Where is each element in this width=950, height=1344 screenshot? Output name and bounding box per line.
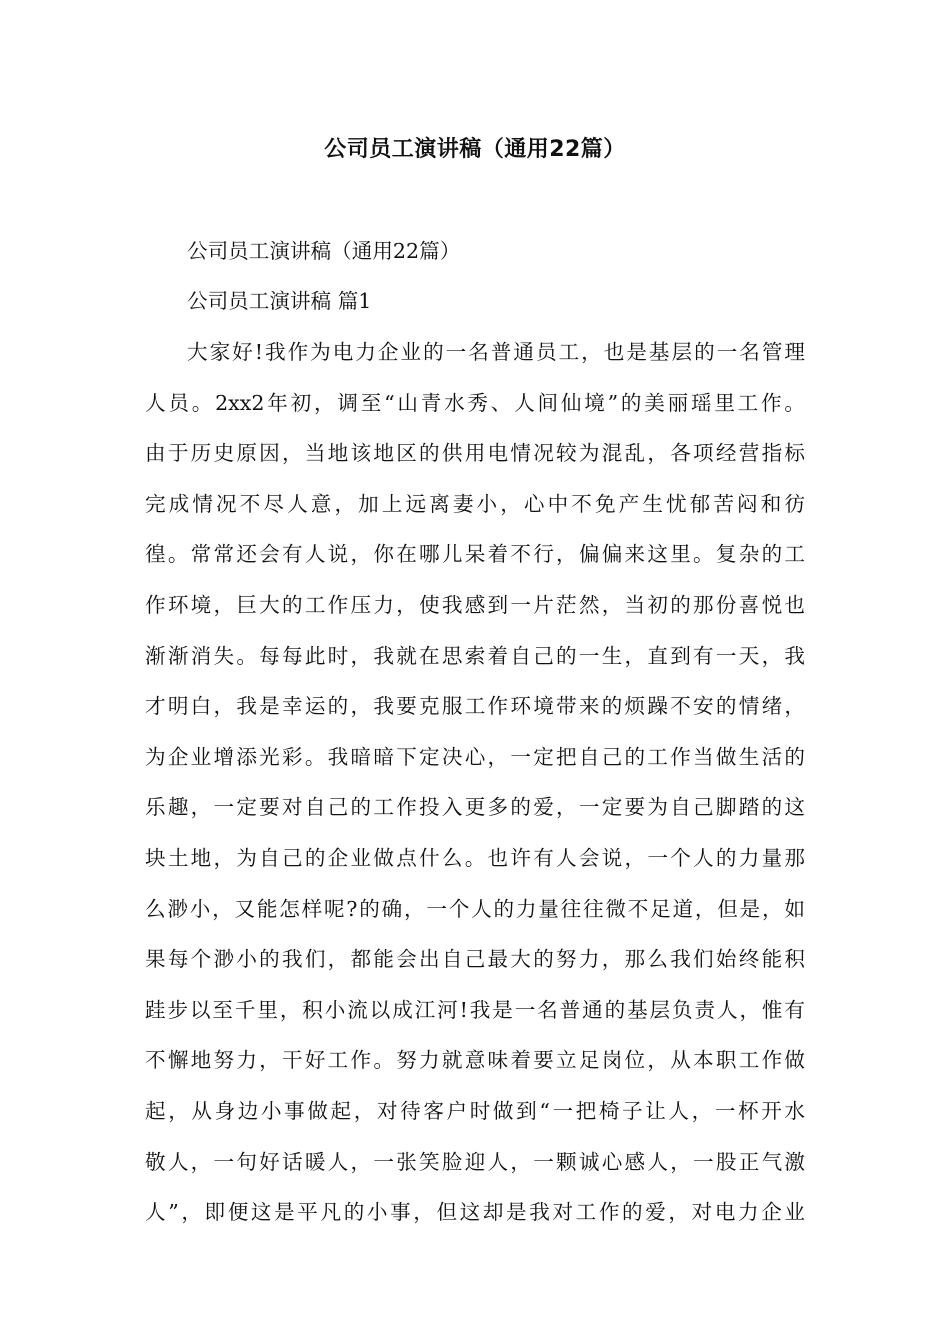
document-title: 公司员工演讲稿（通用22篇） xyxy=(324,137,626,162)
body-line: 渐渐消失。每每此时，我就在思索着自己的一生，直到有一天，我 xyxy=(145,644,805,668)
body-line: 人员。2xx2年初，调至“山青水秀、人间仙境”的美丽瑶里工作。 xyxy=(145,391,805,415)
body-line: 才明白，我是幸运的，我要克服工作环境带来的烦躁不安的情绪， xyxy=(145,694,805,718)
body-line: 完成情况不尽人意，加上远离妻小，心中不免产生忧郁苦闷和彷 xyxy=(145,492,805,516)
body-line: 敬人，一句好话暖人，一张笑脸迎人，一颗诚心感人，一股正气激 xyxy=(145,1150,805,1174)
body-line: 人”，即便这是平凡的小事，但这却是我对工作的爱，对电力企业 xyxy=(145,1200,805,1224)
body-line: 起，从身边小事做起，对待客户时做到“一把椅子让人，一杯开水 xyxy=(145,1099,805,1123)
body-line: 徨。常常还会有人说，你在哪儿呆着不行，偏偏来这里。复杂的工 xyxy=(145,542,805,566)
body-line: 果每个渺小的我们，都能会出自己最大的努力，那么我们始终能积 xyxy=(145,947,805,971)
body-line: 么渺小，又能怎样呢?的确，一个人的力量往往微不足道，但是，如 xyxy=(145,897,805,921)
body-line: 不懈地努力，干好工作。努力就意味着要立足岗位，从本职工作做 xyxy=(145,1048,805,1072)
body-line: 作环境，巨大的工作压力，使我感到一片茫然，当初的那份喜悦也 xyxy=(145,593,805,617)
body-line: 块土地，为自己的企业做点什么。也许有人会说，一个人的力量那 xyxy=(145,846,805,870)
body-line: 由于历史原因，当地该地区的供用电情况较为混乱，各项经营指标 xyxy=(145,441,805,465)
body-line: 跬步以至千里，积小流以成江河!我是一名普通的基层负责人，惟有 xyxy=(145,998,805,1022)
body-line: 为企业增添光彩。我暗暗下定决心，一定把自己的工作当做生活的 xyxy=(145,745,805,769)
body-line: 乐趣，一定要对自己的工作投入更多的爱，一定要为自己脚踏的这 xyxy=(145,795,805,819)
section-heading: 公司员工演讲稿 篇1 xyxy=(187,289,372,313)
subtitle-line: 公司员工演讲稿（通用22篇） xyxy=(187,239,461,263)
body-line: 大家好!我作为电力企业的一名普通员工，也是基层的一名管理 xyxy=(187,340,805,364)
